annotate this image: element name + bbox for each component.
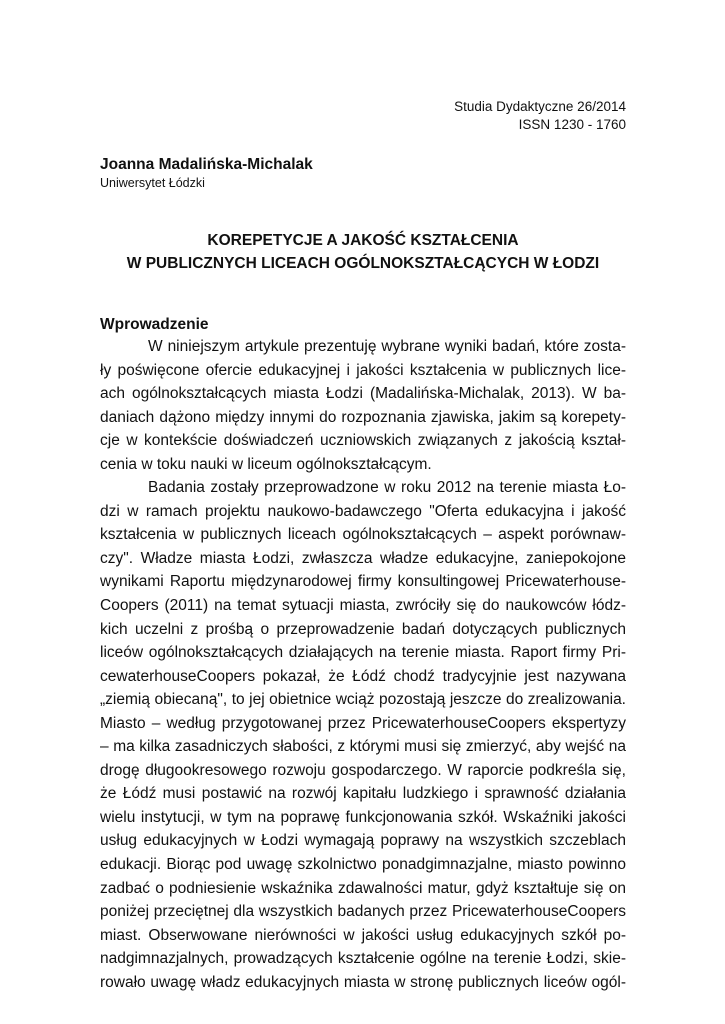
text-line: poniżej przeciętnej dla wszystkich badanych przez PricewaterhouseCoopers xyxy=(100,903,626,921)
text-line: że Łódź musi postawić na rozwój kapitału ludzkiego i sprawność działania xyxy=(100,785,626,803)
text-line: usług edukacyjnych w Łodzi wymagają poprawy na wszystkich szczeblach xyxy=(100,832,626,850)
text-line: cewaterhouseCoopers pokazał, że Łódź chodź tradycyjnie jest nazywana xyxy=(100,667,626,685)
issn: ISSN 1230 - 1760 xyxy=(518,117,626,132)
text-line: ach ogólnokształcących miasta Łodzi (Madalińska-Michalak, 2013). W ba- xyxy=(100,385,626,403)
text-line: Badania zostały przeprowadzone w roku 2012 na terenie miasta Ło- xyxy=(148,479,626,497)
text-line: kształcenia w publicznych liceach ogólnokształcących – aspekt porównaw- xyxy=(100,526,626,544)
text-line: „ziemią obiecaną", to jej obietnice wciąż pozostają jeszcze do zrealizowania. xyxy=(100,691,626,709)
text-line: cje w kontekście doświadczeń uczniowskich związanych z jakością kształ- xyxy=(100,432,626,450)
title-line-1: KOREPETYCJE A JAKOŚĆ KSZTAŁCENIA xyxy=(207,232,519,249)
text-line: kich uczelni z prośbą o przeprowadzenie badań dotyczących publicznych xyxy=(100,620,626,638)
text-line: – ma kilka zasadniczych słabości, z którymi musi się zmierzyć, aby wejść na xyxy=(100,738,626,756)
text-line: zadbać o podniesienie wskaźnika zdawalności matur, gdyż kształtuje się on xyxy=(100,879,626,897)
section-heading: Wprowadzenie xyxy=(100,316,209,333)
journal-header xyxy=(454,98,626,134)
text-line: nadgimnazjalnych, prowadzących kształcenie ogólne na terenie Łodzi, skie- xyxy=(100,950,626,968)
text-line: daniach dążono między innymi do rozpoznania zjawiska, jakim są korepety- xyxy=(100,408,626,426)
article-title xyxy=(100,229,626,275)
text-line: wynikami Raportu międzynarodowej firmy konsultingowej Pricewaterhouse- xyxy=(100,573,626,591)
text-line: dzi w ramach projektu naukowo-badawczego "Oferta edukacyjna i jakość xyxy=(100,502,626,520)
text-line: Miasto – według przygotowanej przez PricewaterhouseCoopers ekspertyzy xyxy=(100,714,626,732)
text-line: drogę długookresowego rozwoju gospodarczego. W raporcie podkreśla się, xyxy=(100,761,626,779)
journal-title: Studia Dydaktyczne 26/2014 xyxy=(454,99,626,114)
text-line: liceów ogólnokształcących działających na terenie miasta. Raport firmy Pri- xyxy=(100,644,626,662)
text-line: W niniejszym artykule prezentuję wybrane wyniki badań, które zosta- xyxy=(148,338,626,355)
author-block xyxy=(100,155,313,191)
text-line: edukacji. Biorąc pod uwagę szkolnictwo ponadgimnazjalne, miasto powinno xyxy=(100,856,626,874)
text-line: rowało uwagę władz edukacyjnych miasta w stronę publicznych liceów ogól- xyxy=(100,973,626,991)
text-line: wielu instytucji, w tym na poprawę funkcjonowania szkół. Wskaźniki jakości xyxy=(100,808,626,826)
text-line: cenia w toku nauki w liceum ogólnokształcącym. xyxy=(100,455,432,473)
text-line: czy". Władze miasta Łodzi, zwłaszcza władze edukacyjne, zaniepokojone xyxy=(100,549,626,567)
text-line: Coopers (2011) na temat sytuacji miasta, zwróciły się do naukowców łódz- xyxy=(100,597,626,615)
text-line: ły poświęcone ofercie edukacyjnej i jakości kształcenia w publicznych lice- xyxy=(100,361,626,379)
title-line-2: W PUBLICZNYCH LICEACH OGÓLNOKSZTAŁCĄCYCH W ŁODZI xyxy=(126,255,600,272)
author-affiliation: Uniwersytet Łódzki xyxy=(100,176,205,190)
author-name: Joanna Madalińska-Michalak xyxy=(100,156,313,173)
text-line: miast. Obserwowane nierówności w jakości usług edukacyjnych szkół po- xyxy=(100,926,626,944)
body-text xyxy=(100,335,626,994)
